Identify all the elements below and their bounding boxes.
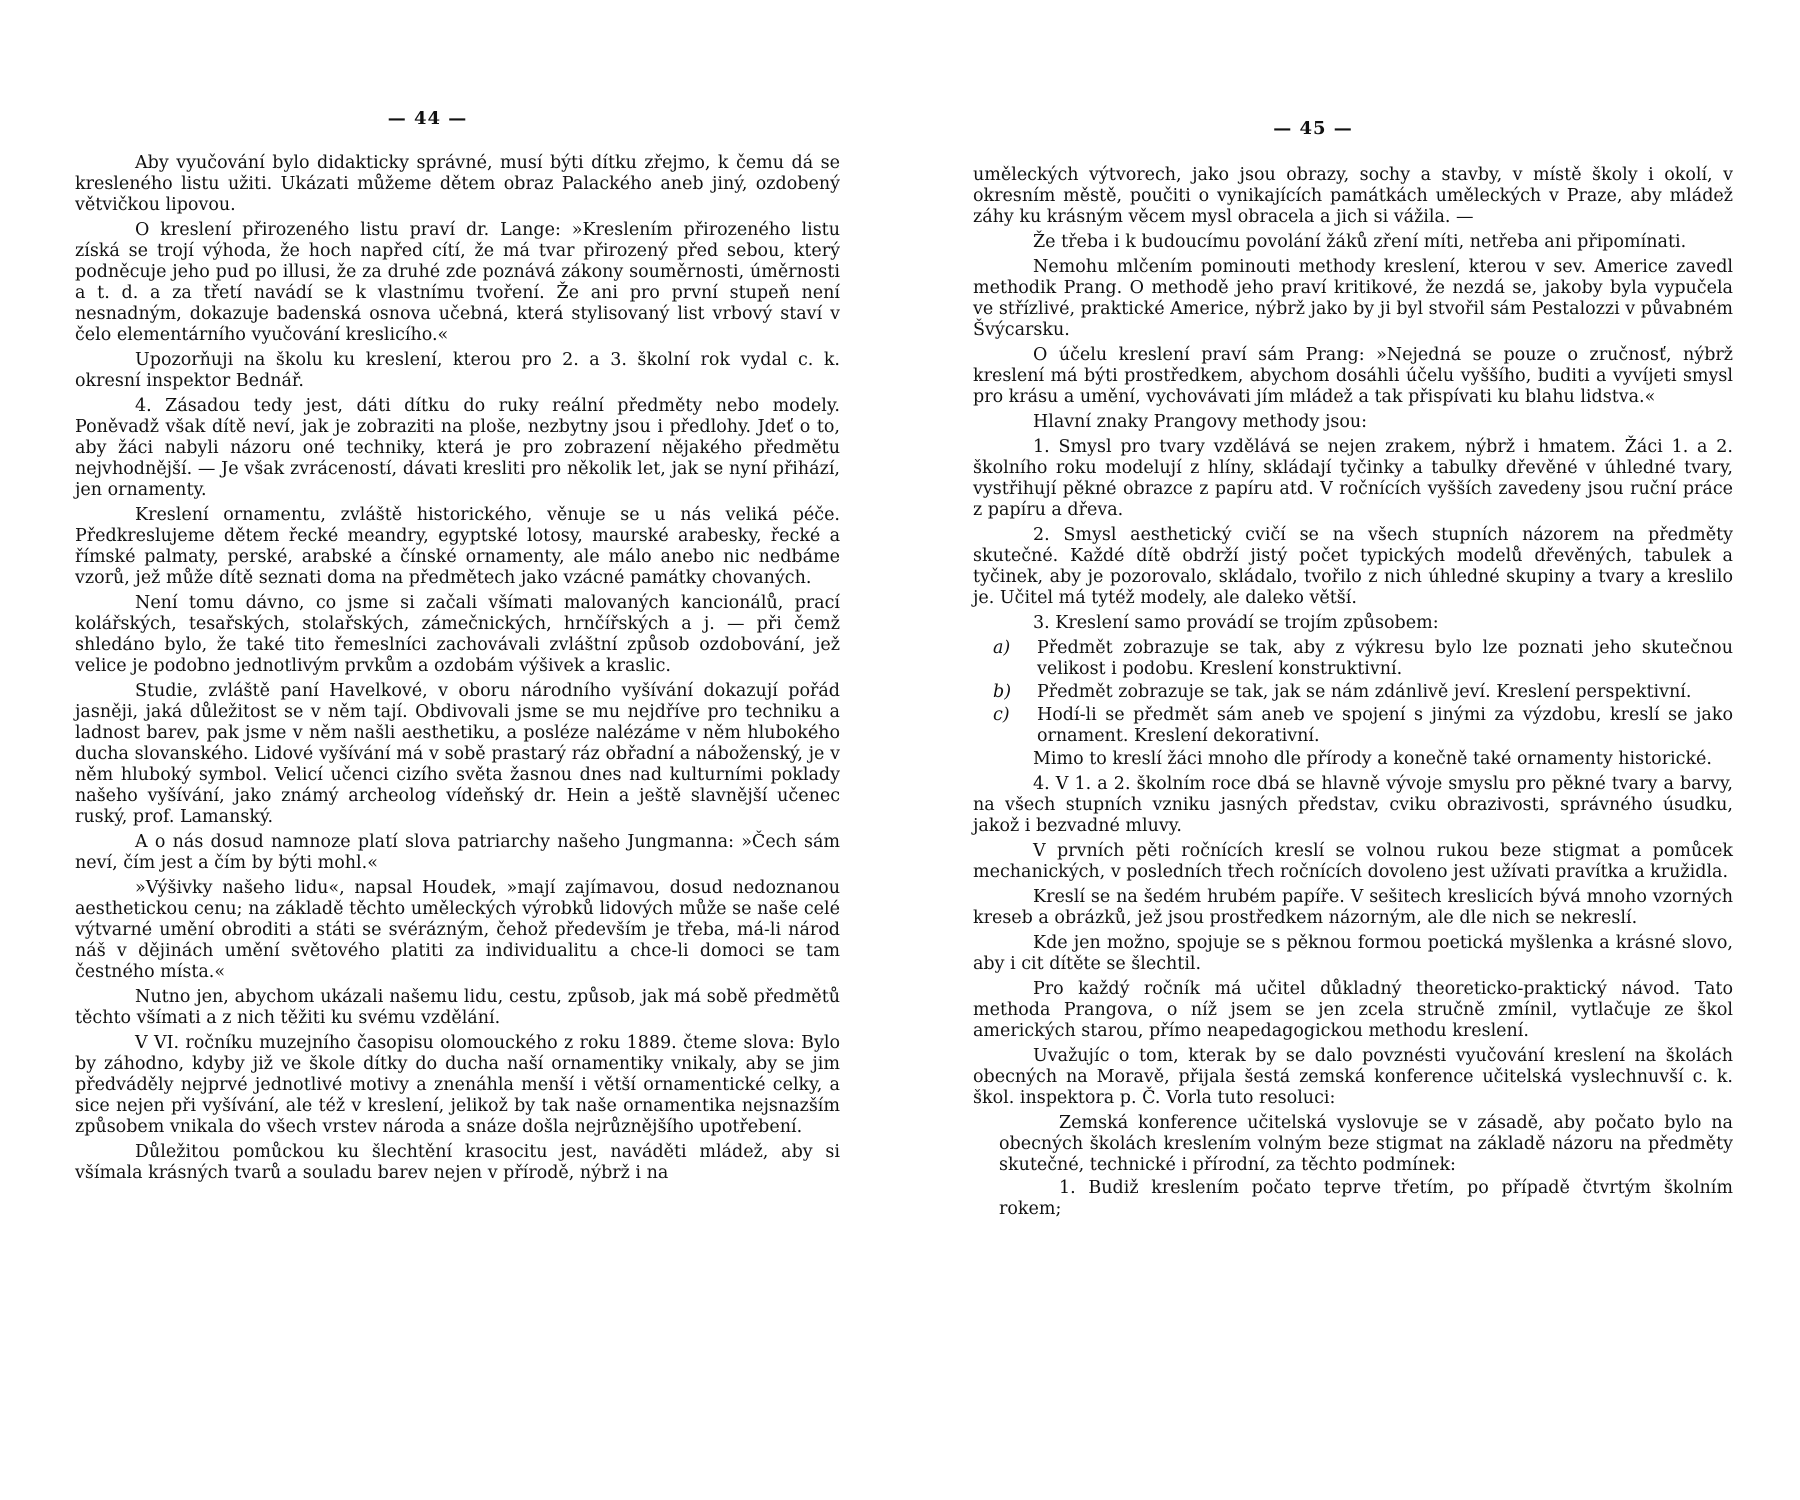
list-marker: c) [993, 705, 1010, 725]
paragraph: O účelu kreslení praví sám Prang: »Nejedná se pouze o zručnosť, nýbrž kreslení má býti prostředkem, abychom dosáhli účelu vyššího, buditi a vyvíjeti smysl pro krásu a umění, vychovávati jím mládež a tak přispívati ku blahu lidstva.« [973, 345, 1733, 407]
paragraph: Mimo to kreslí žáci mnoho dle přírody a konečně také ornamenty historické. [1033, 749, 1712, 769]
list-item [973, 705, 1733, 747]
paragraph: Nutno jen, abychom ukázali našemu lidu, cestu, způsob, jak má sobě předmětů těchto všímati a z nich těžiti ku svému vzdělání. [75, 987, 840, 1028]
paragraph: Uvažujíc o tom, kterak by se dalo povznésti vyučování kreslení na školách obecných na Moravě, přijala šestá zemská konference učitelská vyslechnuvší c. k. škol. inspektora p. Č. Vorla tuto resoluci: [973, 1046, 1733, 1108]
paragraph: 3. Kreslení samo provádí se trojím způsobem: [1033, 613, 1439, 633]
left-page [75, 108, 840, 1188]
list-item-text: Předmět zobrazuje se tak, jak se nám zdánlivě jeví. Kreslení perspektivní. [1037, 682, 1692, 702]
paragraph: Nemohu mlčením pominouti methody kreslení, kterou v sev. Americe zavedl methodik Prang. O methodě jeho praví kritikové, že nezdá se, jakoby byla vypučela ve střízlivé, praktické Americe, nýbrž jako by ji byl stvořil sám Pestalozzi v půvabném Švýcarsku. [973, 257, 1733, 340]
list-marker: b) [993, 682, 1012, 702]
page-number-right: — 45 — [1273, 118, 1353, 139]
list-item-text: Předmět zobrazuje se tak, aby z výkresu bylo lze poznati jeho skutečnou velikost i podobu. Kreslení konstruktivní. [1037, 638, 1733, 679]
paragraph: 4. V 1. a 2. školním roce dbá se hlavně vývoje smyslu pro pěkné tvary a barvy, na všech stupních vzniku jasných představ, cviku obrazivosti, správného úsudku, jakož i bezvadné mluvy. [973, 774, 1733, 836]
paragraph: Upozorňuji na školu ku kreslení, kterou pro 2. a 3. školní rok vydal c. k. okresní inspektor Bednář. [75, 350, 840, 391]
paragraph: V prvních pěti ročnících kreslí se volnou rukou beze stigmat a pomůcek mechanických, v posledních třech ročnících dovoleno jest užívati pravítka a kružidla. [973, 841, 1733, 882]
paragraph: Kreslení ornamentu, zvláště historického, věnuje se u nás veliká péče. Předkreslujeme dětem řecké meandry, egyptské lotosy, maurské arabesky, řecké a římské palmaty, perské, arabské a čínské ornamenty, ale málo anebo nic nedbáme vzorů, jež může dítě seznati doma na předmětech jako vzácné památky chovaných. [75, 505, 840, 588]
list-item-text: Hodí-li se předmět sám aneb ve spojení s jinými za výzdobu, kreslí se jako ornament. Kreslení dekorativní. [1037, 705, 1733, 746]
paragraph: Studie, zvláště paní Havelkové, v oboru národního vyšívání dokazují pořád jasněji, jaká důležitost se v něm tají. Obdivovali jsme se mu nejdříve pro techniku a ladnost barev, pak jsme v něm našli aesthetiku, a posléze nalézáme v něm hlubokého ducha slovanského. Lidové vyšívání má v sobě prastarý ráz obřadní a náboženský, je v něm hluboký symbol. Velicí učenci cizího světa žasnou dnes nad kulturními poklady našeho vyšívání, jako známý archeolog vídeňský dr. Hein a ještě slavnější učenec ruský, prof. Lamanský. [75, 681, 840, 827]
list-marker: a) [993, 638, 1011, 658]
paragraph: Není tomu dávno, co jsme si začali všímati malovaných kancionálů, prací kolářských, tesařských, stolařských, zámečnických, hrnčířských a j. — při čemž shledáno bylo, že také tito řemeslníci zachovávali zvláštní způsob ozdobování, jež velice je podobno jednotlivým prvkům a ozdobám výšivek a kraslic. [75, 593, 840, 676]
paragraph: 4. Zásadou tedy jest, dáti dítku do ruky reální předměty nebo modely. Poněvadž však dítě neví, jak je zobraziti na ploše, nezbytny jsou i předlohy. Jdeť o to, aby žáci nabyli názoru oné techniky, která je pro zobrazení nějakého předmětu nejvhodnější. — Je však zvráceností, dávati kresliti pro několik let, jak se nyní přihází, jen ornamenty. [75, 396, 840, 500]
paragraph: Důležitou pomůckou ku šlechtění krasocitu jest, naváděti mládež, aby si všímala krásných tvarů a souladu barev nejen v přírodě, nýbrž i na [75, 1142, 840, 1183]
paragraph: Aby vyučování bylo didakticky správné, musí býti dítku zřejmo, k čemu dá se kresleného listu užiti. Ukázati můžeme dětem obraz Palackého aneb jiný, ozdobený větvičkou lipovou. [75, 153, 840, 215]
paragraph: A o nás dosud namnoze platí slova patriarchy našeho Jungmanna: »Čech sám neví, čím jest a čím by býti mohl.« [75, 832, 840, 873]
paragraph: uměleckých výtvorech, jako jsou obrazy, sochy a stavby, v místě školy i okolí, v okresním městě, poučiti o vynikajících památkách uměleckých v Praze, aby mládež záhy ku krásným věcem mysl obracela a jich si vážila. — [973, 165, 1733, 227]
page-number-left: — 44 — [387, 108, 468, 129]
paragraph: Pro každý ročník má učitel důkladný theoreticko-praktický návod. Tato methoda Prangova, o níž jsem se jen zcela stručně zmínil, vytlačuje ze škol amerických starou, přímo neapedagogickou methodu kreslení. [973, 979, 1733, 1041]
paragraph: V VI. ročníku muzejního časopisu olomouckého z roku 1889. čteme slova: Bylo by záhodno, kdyby již ve škole dítky do ducha naší ornamentiky vnikaly, aby se jim předváděly nejprvé jednotlivé motivy a znenáhla menší i větší ornamentické celky, a sice nejen při vyšívání, ale též v kreslení, jelikož by tak naše ornamentika nejsnazším způsobem vnikala do všech vrstev národa a snáze došla nejrůznějšího upotřebení. [75, 1033, 840, 1137]
paragraph: Že třeba i k budoucímu povolání žáků zření míti, netřeba ani připomínati. [1033, 232, 1687, 252]
paragraph: Kde jen možno, spojuje se s pěknou formou poetická myšlenka a krásné slovo, aby i cit dítěte se šlechtil. [973, 933, 1733, 974]
paragraph: 1. Smysl pro tvary vzdělává se nejen zrakem, nýbrž i hmatem. Žáci 1. a 2. školního roku modelují z hlíny, skládají tyčinky a tabulky dřevěné v úhledné tvary, vystřihují pěkné obrazce z papíru atd. V ročnících vyšších zavedeny jsou ruční práce z papíru a dřeva. [973, 437, 1733, 520]
right-page [973, 118, 1733, 1222]
paragraph: Kreslí se na šedém hrubém papíře. V sešitech kreslicích bývá mnoho vzorných kreseb a obrázků, jež jsou prostředkem názorným, ale dle nich se nekreslí. [973, 887, 1733, 928]
resolution-text: Zemská konference učitelská vyslovuje se v zásadě, aby počato bylo na obecných školách kreslením volným beze stigmat na základě názoru na předměty skutečné, technické i přírodní, za těchto podmínek: [999, 1113, 1733, 1175]
resolution-item: 1. Budiž kreslením počato teprve třetím, po případě čtvrtým školním rokem; [999, 1178, 1733, 1219]
list-item [973, 638, 1733, 680]
paragraph: O kreslení přirozeného listu praví dr. Lange: »Kreslením přirozeného listu získá se trojí výhoda, že hoch napřed cítí, že má tvar přirozený před sebou, který podněcuje jeho pud po illusi, že za druhé zde poznává zákony souměrnosti, úměrnosti a t. d. a za třetí navádí se k vlastnímu tvoření. Že ani pro první stupeň není nesnadným, dokazuje badenská osnova učebná, která stylisovaný list vrbový staví v čelo elementárního vyučování kreslicího.« [75, 220, 840, 345]
paragraph: Hlavní znaky Prangovy methody jsou: [1033, 412, 1368, 432]
paragraph: »Výšivky našeho lidu«, napsal Houdek, »mají zajímavou, dosud nedoznanou aesthetickou cenu; na základě těchto uměleckých výrobků lidových může se naše celé výtvarné umění obroditi a státi se svérázným, čehož především je třeba, má-li národ náš v dějinách umění světového platiti za individualitu a chce-li domoci se tam čestného místa.« [75, 878, 840, 982]
list-item [973, 682, 1733, 703]
paragraph: 2. Smysl aesthetický cvičí se na všech stupních názorem na předměty skutečné. Každé dítě obdrží jistý počet typických modelů dřevěných, tabulek a tyčinek, aby je pozorovalo, skládalo, tvořilo z nich úhledné skupiny a tvary a kreslilo je. Učitel má tytéž modely, ale daleko větší. [973, 525, 1733, 608]
